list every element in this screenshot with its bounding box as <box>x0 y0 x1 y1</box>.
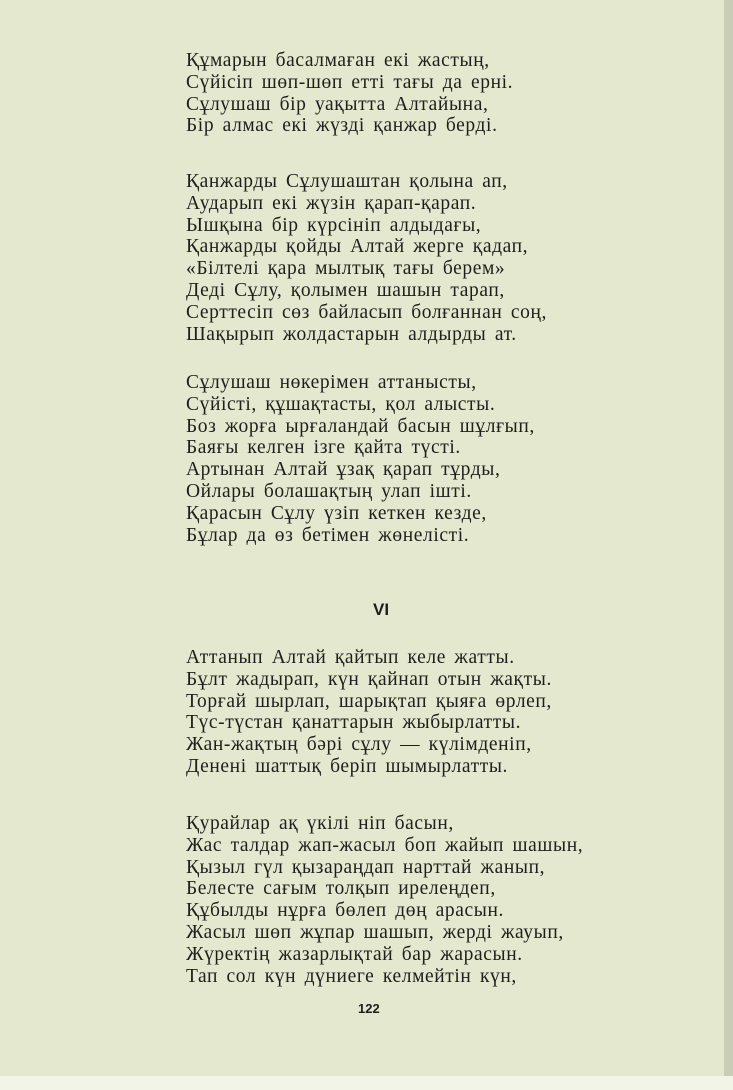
verse-line: Сұлушаш нөкерімен аттанысты, <box>186 372 477 393</box>
verse-line: Қарасын Сұлу үзіп кеткен кезде, <box>186 502 487 524</box>
verse-line: Денені шаттық беріп шымырлатты. <box>186 755 509 777</box>
verse-line: Қанжарды қойды Алтай жерге қадап, <box>186 236 529 258</box>
verse-line: Сүйісіп шөп-шөп етті тағы да ерні. <box>186 71 514 93</box>
verse-line: Серттесіп сөз байласып болғаннан соң, <box>186 301 547 323</box>
verse-line: «Білтелі қара мылтық тағы берем» <box>186 258 506 280</box>
stanza-3 <box>186 372 535 546</box>
verse-line: Артынан Алтай ұзақ қарап тұрды, <box>186 459 501 481</box>
verse-line: Жүректің жазарлықтай бар жарасын. <box>186 943 523 965</box>
verse-line: Боз жорға ырғаландай басын шұлғып, <box>186 415 535 437</box>
verse-line: Бұлар да өз бетімен жөнелісті. <box>186 524 470 546</box>
verse-line: Жан-жақтың бәрі сұлу — күлімденіп, <box>186 734 532 756</box>
verse-line: Бұлт жадырап, күн қайнап отын жақты. <box>186 668 552 690</box>
stanza-5 <box>186 813 583 987</box>
verse-line: Торғай шырлап, шарықтап қыяға өрлеп, <box>186 690 552 712</box>
verse-line: Құмарын басалмаған екі жастың, <box>186 50 490 71</box>
verse-line: Түс-түстан қанаттарын жыбырлатты. <box>186 712 522 734</box>
verse-line: Бір алмас екі жүзді қанжар берді. <box>186 115 498 137</box>
verse-line: Белесте сағым толқып ирелеңдеп, <box>186 878 496 900</box>
verse-line: Құбылды нұрға бөлеп дөң арасын. <box>186 900 504 922</box>
stanza-4 <box>186 647 552 778</box>
page-bottom-edge <box>0 1076 733 1090</box>
verse-line: Қанжарды Сұлушаштан қолына ап, <box>186 171 508 192</box>
verse-line: Баяғы келген ізге қайта түсті. <box>186 437 461 459</box>
verse-line: Аударып екі жүзін қарап-қарап. <box>186 192 477 214</box>
verse-line: Аттанып Алтай қайтып келе жатты. <box>186 647 515 668</box>
verse-line: Ойлары болашақтың улап ішті. <box>186 480 472 502</box>
verse-line: Жасыл шөп жұпар шашып, жерді жауып, <box>186 921 564 943</box>
verse-line: Сұлушаш бір уақытта Алтайына, <box>186 93 489 115</box>
page-edge <box>724 0 733 1090</box>
verse-line: Деді Сұлу, қолымен шашын тарап, <box>186 279 505 301</box>
stanza-1 <box>186 50 513 137</box>
verse-line: Жас талдар жап-жасыл боп жайып шашын, <box>186 834 584 856</box>
page-number: 122 <box>358 1001 380 1016</box>
verse-line: Қурайлар ақ үкілі ніп басын, <box>186 813 454 834</box>
verse-line: Шақырып жолдастарын алдырды ат. <box>186 323 517 345</box>
verse-line: Тап сол күн дүниеге келмейтін күн, <box>186 965 517 987</box>
stanza-2 <box>186 171 547 345</box>
verse-line: Ышқына бір күрсініп алдыдағы, <box>186 214 482 236</box>
verse-line: Қызыл гүл қызараңдап нарттай жанып, <box>186 856 546 878</box>
chapter-heading: VI <box>373 600 390 619</box>
verse-line: Сүйісті, құшақтасты, қол алысты. <box>186 393 496 415</box>
